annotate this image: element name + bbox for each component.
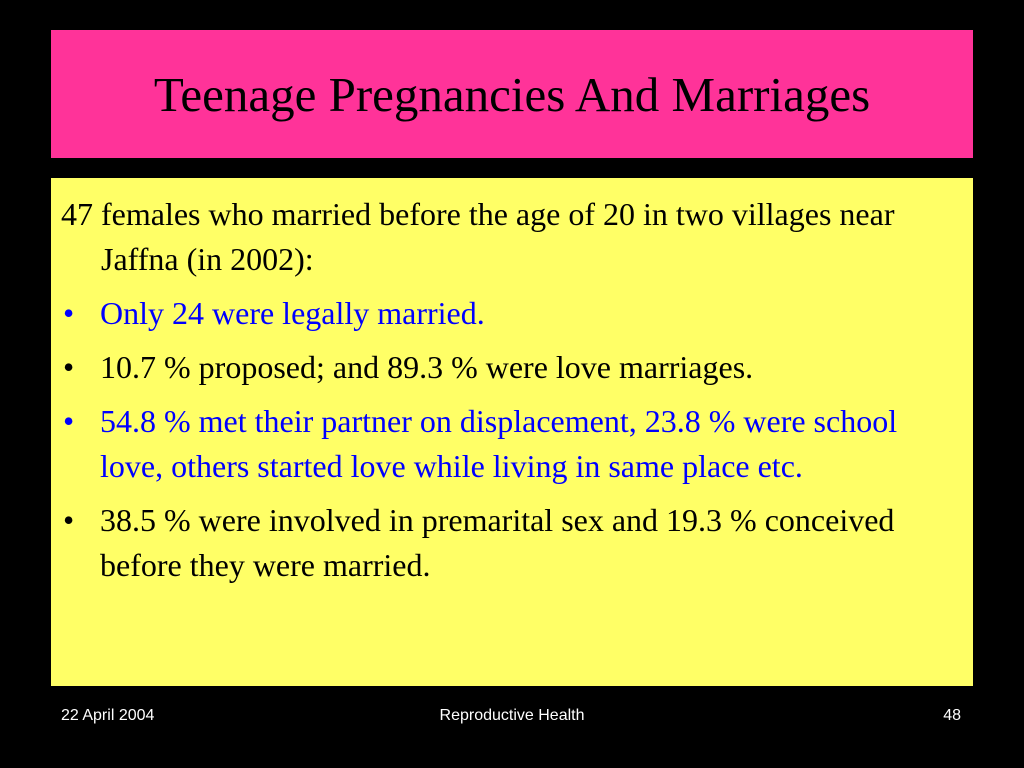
bullet-item: [61, 291, 933, 336]
bullet-item: [61, 399, 933, 489]
bullet-icon: •: [63, 502, 75, 538]
footer-date: 22 April 2004: [61, 707, 155, 724]
slide-title: Teenage Pregnancies And Marriages: [153, 66, 871, 122]
footer-title: Reproductive Health: [439, 707, 585, 724]
page-number: 48: [943, 707, 961, 724]
bullet-icon: •: [63, 295, 75, 331]
bullet-item: [61, 498, 933, 588]
bullet-text: Only 24 were legally married.: [100, 295, 485, 331]
content-box: [51, 178, 973, 686]
bullet-icon: •: [63, 349, 75, 385]
intro-text: 47 females who married before the age of 20 in two villages near Jaffna (in 2002):: [61, 196, 895, 277]
title-box: [51, 30, 973, 158]
bullet-item: [61, 345, 933, 390]
bullet-text: 38.5 % were involved in premarital sex and 19.3 % conceived before they were married.: [100, 502, 895, 583]
bullet-text: 54.8 % met their partner on displacement, 23.8 % were school love, others started love while living in same place etc.: [100, 403, 898, 484]
bullet-text: 10.7 % proposed; and 89.3 % were love marriages.: [100, 349, 754, 385]
bullet-icon: •: [63, 403, 75, 439]
